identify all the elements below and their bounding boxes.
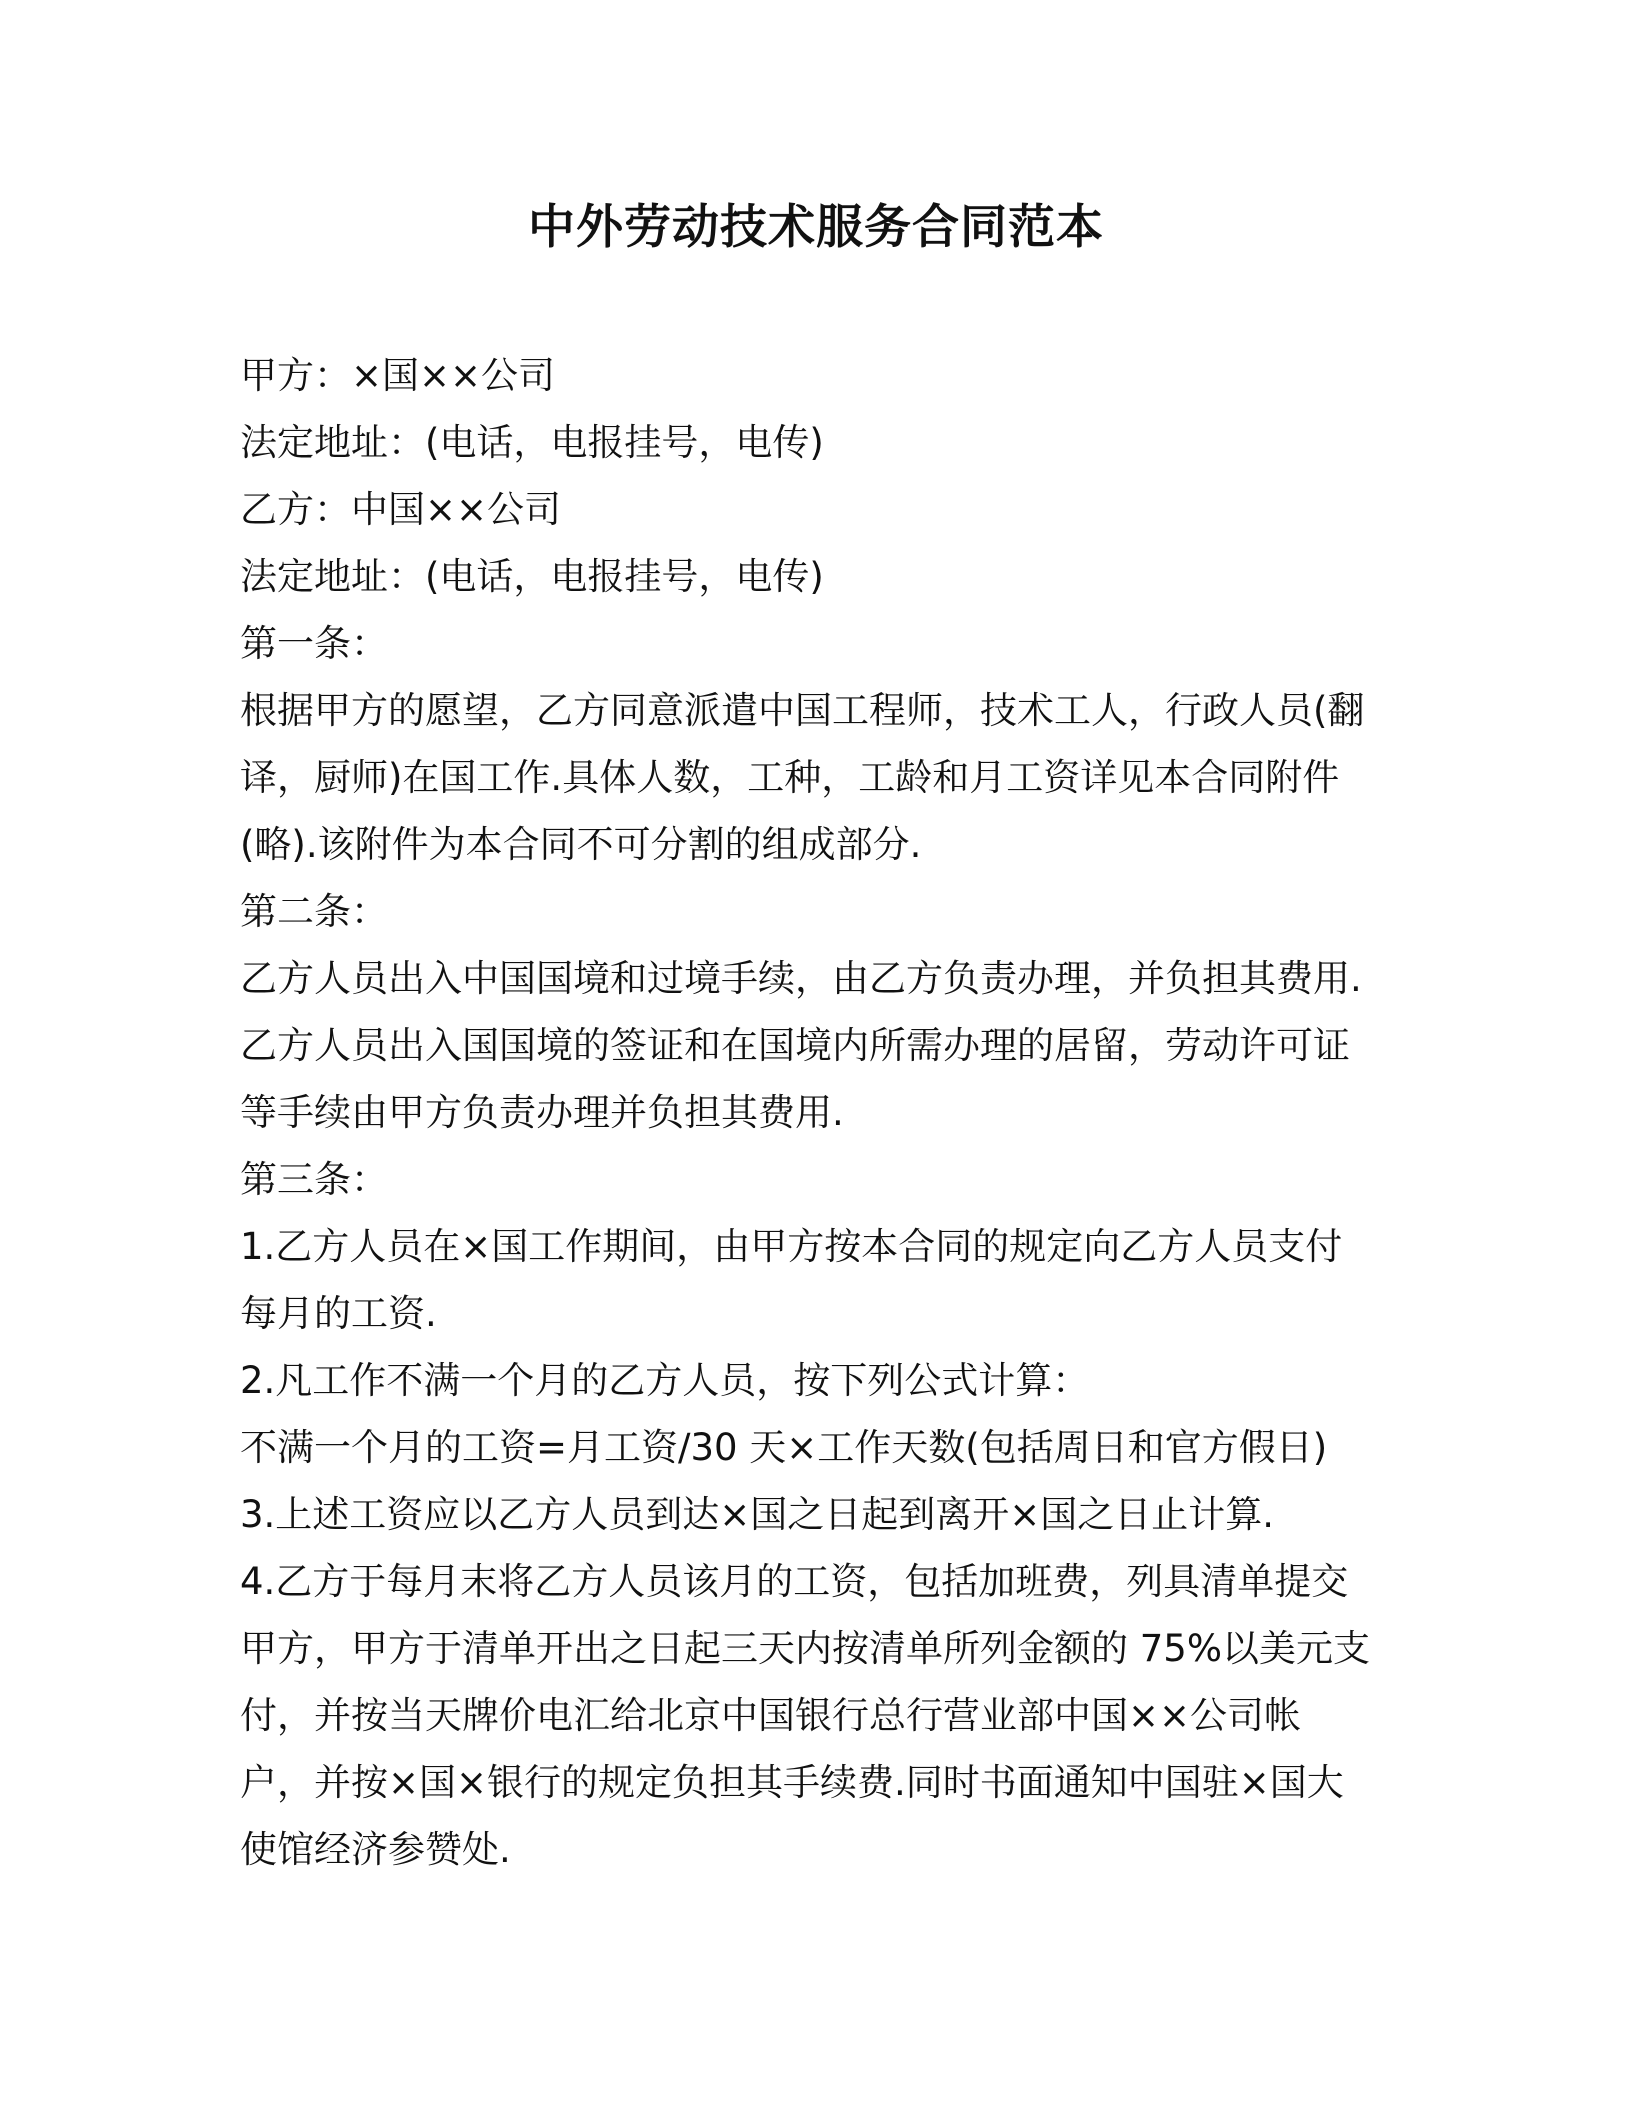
article-3-text-line: 1.乙方人员在×国工作期间，由甲方按本合同的规定向乙方人员支付 — [240, 1225, 1343, 1268]
party-b-line: 乙方：中国××公司 — [240, 488, 562, 531]
article-3-text-line: 户，并按×国×银行的规定负担其手续费.同时书面通知中国驻×国大 — [240, 1761, 1344, 1804]
article-2-text-line: 乙方人员出入中国国境和过境手续，由乙方负责办理，并负担其费用. — [240, 957, 1362, 1000]
article-1-text-line: 根据甲方的愿望，乙方同意派遣中国工程师，技术工人，行政人员(翻 — [240, 689, 1365, 732]
article-1-heading: 第一条： — [240, 622, 388, 665]
article-2-heading: 第二条： — [240, 890, 388, 933]
article-3-formula-line: 不满一个月的工资=月工资/30 天×工作天数(包括周日和官方假日) — [240, 1426, 1328, 1469]
article-3-text-line: 4.乙方于每月末将乙方人员该月的工资，包括加班费，列具清单提交 — [240, 1560, 1349, 1603]
article-3-text-line: 3.上述工资应以乙方人员到达×国之日起到离开×国之日止计算. — [240, 1493, 1275, 1536]
party-b-address-line: 法定地址：(电话，电报挂号，电传) — [240, 555, 824, 598]
article-1-text-line: (略).该附件为本合同不可分割的组成部分. — [240, 823, 922, 866]
article-3-text-line: 甲方，甲方于清单开出之日起三天内按清单所列金额的 75%以美元支 — [240, 1627, 1370, 1670]
article-3-text-line: 每月的工资. — [240, 1292, 437, 1335]
article-2-text-line: 等手续由甲方负责办理并负担其费用. — [240, 1091, 844, 1134]
article-3-heading: 第三条： — [240, 1158, 388, 1201]
article-2-text-line: 乙方人员出入国国境的签证和在国境内所需办理的居留，劳动许可证 — [240, 1024, 1350, 1067]
article-3-text-line: 使馆经济参赞处. — [240, 1828, 511, 1871]
article-1-text-line: 译，厨师)在国工作.具体人数，工种，工龄和月工资详见本合同附件 — [240, 756, 1340, 799]
article-3-text-line: 付，并按当天牌价电汇给北京中国银行总行营业部中国××公司帐 — [240, 1694, 1302, 1737]
party-a-line: 甲方：×国××公司 — [240, 354, 556, 397]
document-title: 中外劳动技术服务合同范本 — [528, 200, 1104, 255]
document-body — [240, 342, 1390, 1883]
party-a-address-line: 法定地址：(电话，电报挂号，电传) — [240, 421, 824, 464]
article-3-text-line: 2.凡工作不满一个月的乙方人员，按下列公式计算： — [240, 1359, 1090, 1402]
